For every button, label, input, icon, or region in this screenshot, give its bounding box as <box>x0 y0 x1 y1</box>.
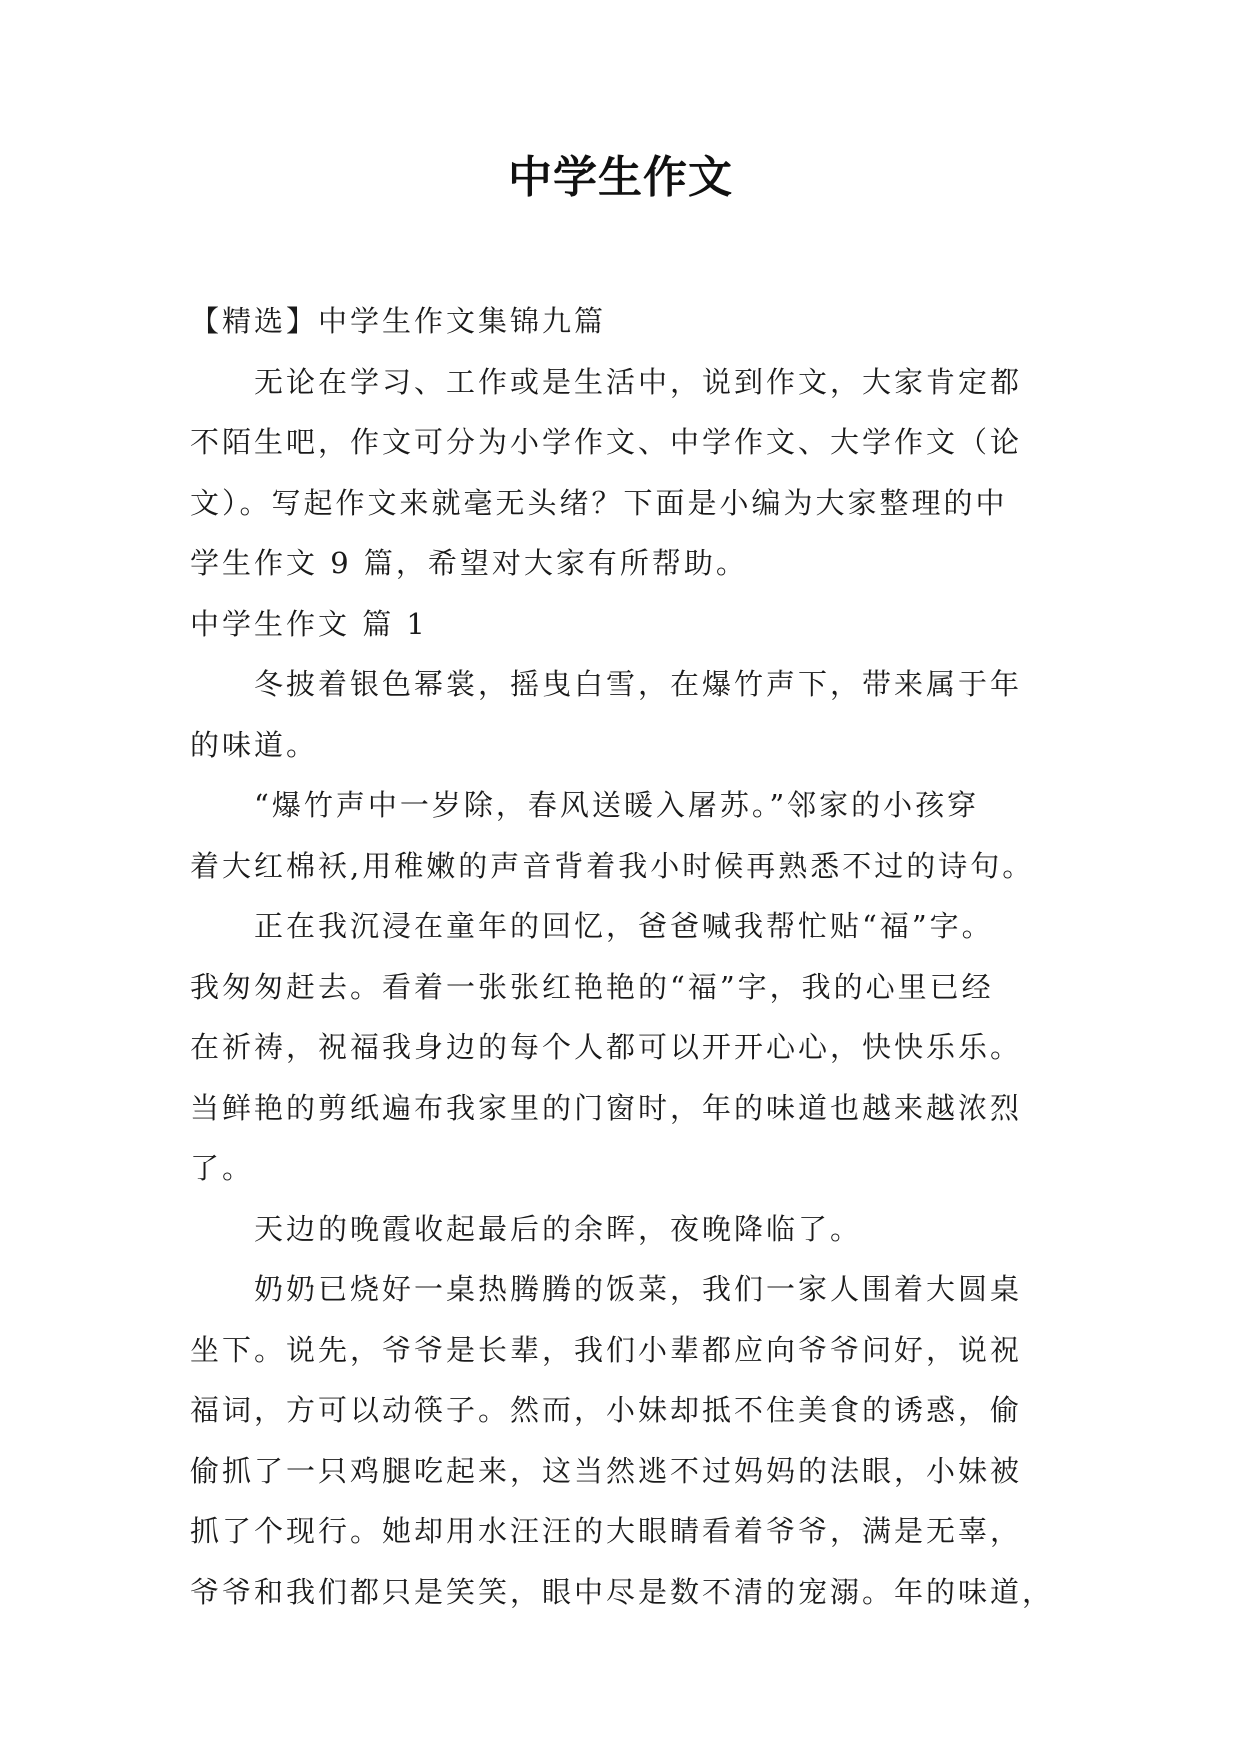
text-line: 奶奶已烧好一桌热腾腾的饭菜，我们一家人围着大圆桌 <box>254 1272 1023 1306</box>
text-line: 偷抓了一只鸡腿吃起来，这当然逃不过妈妈的法眼，小妹被 <box>190 1453 1023 1488</box>
text-line: 我匆匆赶去。看着一张张红艳艳的“福”字，我的心里已经 <box>190 969 994 1004</box>
document-title: 中学生作文 <box>508 152 733 203</box>
text-line: 爷爷和我们都只是笑笑，眼中尽是数不清的宠溺。年的味道， <box>190 1574 1055 1609</box>
text-line: 坐下。说先，爷爷是长辈，我们小辈都应向爷爷问好，说祝 <box>190 1332 1023 1367</box>
text-line: 福词，方可以动筷子。然而，小妹却抵不住美食的诱惑，偷 <box>190 1393 1023 1427</box>
text-line: 天边的晚霞收起最后的余晖，夜晚降临了。 <box>254 1211 863 1246</box>
text-line: 无论在学习、工作或是生活中，说到作文，大家肯定都 <box>254 364 1023 399</box>
document-body <box>190 291 1055 1622</box>
text-line: 不陌生吧，作文可分为小学作文、中学作文、大学作文（论 <box>190 425 1023 459</box>
text-line: 在祈祷，祝福我身边的每个人都可以开开心心，快快乐乐。 <box>190 1030 1023 1064</box>
text-line: 【精选】中学生作文集锦九篇 <box>190 304 607 338</box>
text-line: 学生作文 9 篇，希望对大家有所帮助。 <box>190 546 748 580</box>
text-line: 正在我沉浸在童年的回忆，爸爸喊我帮忙贴“福”字。 <box>254 909 994 943</box>
text-line: 冬披着银色幂裳，摇曳白雪，在爆竹声下，带来属于年 <box>254 667 1023 701</box>
text-line: 了。 <box>190 1151 255 1185</box>
text-line: 的味道。 <box>190 727 319 762</box>
text-line: 当鲜艳的剪纸遍布我家里的门窗时，年的味道也越来越浓烈 <box>190 1090 1023 1125</box>
text-line: 抓了个现行。她却用水汪汪的大眼睛看着爷爷，满是无辜， <box>190 1514 1023 1548</box>
text-line: “爆竹声中一岁除，春风送暖入屠苏。”邻家的小孩穿 <box>254 788 980 822</box>
text-line: 中学生作文 篇 1 <box>190 606 428 641</box>
text-line: 文）。写起作文来就毫无头绪？下面是小编为大家整理的中 <box>190 485 1008 520</box>
text-line: 着大红棉袄,用稚嫩的声音背着我小时候再熟悉不过的诗句。 <box>190 848 1035 883</box>
